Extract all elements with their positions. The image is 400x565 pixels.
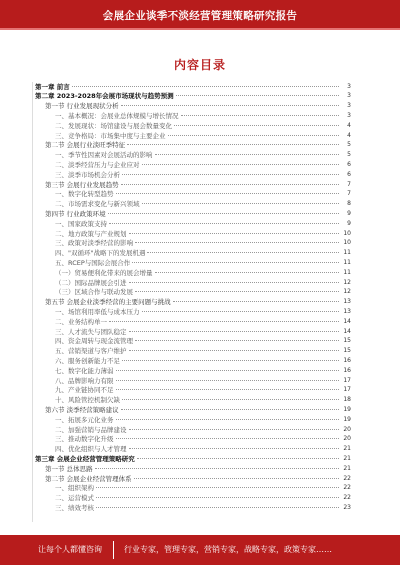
- toc-entry-page: 15: [343, 337, 351, 345]
- toc-entry[interactable]: [55, 376, 351, 384]
- toc-entry[interactable]: [45, 474, 351, 482]
- toc-leader-dots: [137, 458, 339, 459]
- toc-entry-label: 四、"双循环"战略下的发展机遇: [55, 249, 146, 258]
- toc-entry-label: 三、人才流失与团队稳定: [55, 327, 127, 336]
- toc-entry-label: 二、淡季经营压力与企业应对: [55, 160, 140, 169]
- toc-leader-dots: [108, 213, 339, 214]
- footer-slogan: 让每个人都懂咨询: [38, 545, 102, 554]
- toc-leader-dots: [135, 242, 339, 243]
- toc-entry-label: 一、季节性因素对会展活动的影响: [55, 151, 153, 160]
- toc-leader-dots: [122, 399, 339, 400]
- toc-entry[interactable]: [45, 464, 351, 472]
- toc-entry-page: 3: [347, 82, 351, 90]
- toc-entry[interactable]: [55, 484, 351, 492]
- toc-entry-label: 一、基本概况：会展业总体规模与增长情况: [55, 111, 179, 120]
- toc-entry-page: 21: [343, 445, 351, 453]
- toc-entry[interactable]: [55, 307, 351, 315]
- toc-entry[interactable]: [55, 503, 351, 511]
- toc-entry[interactable]: [55, 200, 351, 208]
- toc-leader-dots: [142, 311, 340, 312]
- toc-entry-label: （二）国际品牌展会引进: [55, 278, 127, 287]
- toc-entry[interactable]: [55, 366, 351, 374]
- toc-entry[interactable]: [55, 151, 351, 159]
- toc-entry-page: 22: [343, 484, 351, 492]
- toc-entry-label: 二、运营模式: [55, 494, 94, 503]
- toc-leader-dots: [135, 340, 339, 341]
- toc-entry[interactable]: [55, 170, 351, 178]
- toc-leader-dots: [168, 135, 340, 136]
- toc-entry[interactable]: [55, 347, 351, 355]
- toc-entry-label: 二、发展现状：场馆建设与展会数量变化: [55, 121, 172, 130]
- toc-leader-dots: [129, 282, 340, 283]
- toc-entry[interactable]: [45, 141, 351, 149]
- toc-leader-dots: [142, 164, 340, 165]
- toc-entry-label: 五、RCEP与国际会展合作: [55, 258, 131, 267]
- toc-entry-page: 21: [343, 454, 351, 462]
- toc-entry-label: 第二节 会展行业淡旺季特征: [45, 141, 126, 150]
- toc-entry-page: 12: [343, 278, 351, 286]
- toc-entry[interactable]: [55, 219, 351, 227]
- toc-entry-page: 7: [347, 180, 351, 188]
- toc-entry[interactable]: [45, 180, 351, 188]
- toc-entry-label: 第二章 2023-2028年会展市场现状与趋势预测: [35, 92, 174, 101]
- toc-entry-label: 一、国家政策支持: [55, 219, 107, 228]
- toc-entry-page: 15: [343, 347, 351, 355]
- toc-entry[interactable]: [35, 92, 351, 100]
- toc-entry-label: 第四节 行业政策环境: [45, 209, 106, 218]
- toc-leader-dots: [176, 95, 339, 96]
- toc-entry-label: 三、政策对淡季经营的影响: [55, 239, 133, 248]
- toc-entry-page: 19: [343, 415, 351, 423]
- toc-entry-page: 22: [343, 494, 351, 502]
- toc-entry-page: 23: [343, 503, 351, 511]
- toc-entry-label: 四、优化组织与人才管理: [55, 445, 127, 454]
- toc-entry-page: 22: [343, 474, 351, 482]
- toc-leader-dots: [122, 360, 339, 361]
- toc-leader-dots: [109, 321, 339, 322]
- toc-entry[interactable]: [55, 121, 351, 129]
- toc-entry-label: 一、场馆利用率低与成本压力: [55, 307, 140, 316]
- toc-entry-page: 3: [347, 102, 351, 110]
- toc-entry[interactable]: [55, 229, 351, 237]
- toc-leader-dots: [155, 272, 340, 273]
- toc-entry-page: 18: [343, 396, 351, 404]
- toc-leader-dots: [129, 448, 340, 449]
- toc-entry[interactable]: [45, 102, 351, 110]
- toc-entry-label: 三、推动数字化升级: [55, 435, 114, 444]
- toc-leader-dots: [96, 507, 339, 508]
- toc-entry-label: （一）贸易便利化带来的展会增量: [55, 268, 153, 277]
- toc-title: 内容目录: [173, 58, 226, 72]
- toc-entry-label: 十、风险管控机制欠缺: [55, 396, 120, 405]
- toc-entry-label: 第二节 会展企业经营管理体系: [45, 474, 132, 483]
- toc-entry[interactable]: [45, 298, 351, 306]
- toc-leader-dots: [116, 370, 340, 371]
- toc-entry-label: 九、产业链协同不足: [55, 386, 114, 395]
- toc-entry-label: 二、加强营销与品牌建设: [55, 425, 127, 434]
- toc-entry-page: 16: [343, 366, 351, 374]
- toc-entry[interactable]: [55, 425, 351, 433]
- toc-entry-page: 6: [347, 160, 351, 168]
- toc-leader-dots: [116, 419, 340, 420]
- toc-entry-label: 一、数字化转型趋势: [55, 190, 114, 199]
- toc-entry-page: 14: [343, 327, 351, 335]
- toc-entry[interactable]: [35, 82, 351, 90]
- toc-entry-page: 5: [347, 151, 351, 159]
- toc-entry[interactable]: [55, 494, 351, 502]
- toc-entry[interactable]: [55, 160, 351, 168]
- toc-entry[interactable]: [55, 288, 351, 296]
- toc-entry[interactable]: [55, 356, 351, 364]
- toc-entry-page: 9: [347, 209, 351, 217]
- toc-entry-page: 8: [347, 200, 351, 208]
- toc-entry-label: 三、绩效考核: [55, 503, 94, 512]
- toc-entry-label: 七、数字化能力薄弱: [55, 366, 114, 375]
- toc-entry-page: 13: [343, 298, 351, 306]
- toc-entry-page: 6: [347, 170, 351, 178]
- toc-entry-page: 20: [343, 435, 351, 443]
- toc-entry[interactable]: [55, 111, 351, 119]
- toc-entry[interactable]: [55, 396, 351, 404]
- header-rule: [0, 28, 400, 30]
- toc-entry[interactable]: [45, 405, 351, 413]
- toc-entry-page: 17: [343, 386, 351, 394]
- toc-entry[interactable]: [55, 327, 351, 335]
- toc-entry-page: 11: [343, 258, 351, 266]
- toc-entry[interactable]: [55, 435, 351, 443]
- toc-entry-label: 第六节 淡季经营策略建议: [45, 405, 119, 414]
- toc-entry-label: 二、市场需求变化与新兴领域: [55, 200, 140, 209]
- toc-leader-dots: [129, 429, 340, 430]
- toc-entry-label: 第一节 总体思路: [45, 464, 93, 473]
- toc-entry[interactable]: [55, 337, 351, 345]
- toc-entry-label: 第五节 会展企业淡季经营的主要问题与挑战: [45, 298, 171, 307]
- toc-leader-dots: [121, 409, 339, 410]
- footer-tagline: 行业专家，管理专家，营销专家，战略专家，政策专家……: [124, 545, 332, 554]
- toc-entry[interactable]: [55, 268, 351, 276]
- toc-entry[interactable]: [55, 386, 351, 394]
- toc-leader-dots: [173, 301, 339, 302]
- toc-entry-page: 4: [347, 121, 351, 129]
- page-header: [0, 0, 400, 30]
- toc-leader-dots: [134, 478, 339, 479]
- toc-entry-label: 第三章 会展企业经营管理策略研究: [35, 454, 135, 463]
- toc-leader-dots: [132, 262, 339, 263]
- toc-leader-dots: [174, 125, 339, 126]
- toc-entry-label: 三、竞争格局：市场集中度与主要企业: [55, 131, 166, 140]
- toc-entry-label: 第一章 前言: [35, 82, 70, 91]
- toc-leader-dots: [129, 350, 340, 351]
- toc-leader-dots: [147, 252, 339, 253]
- toc-entry[interactable]: [55, 415, 351, 423]
- toc-entry-page: 5: [347, 141, 351, 149]
- toc-leader-dots: [135, 291, 339, 292]
- toc-leader-dots: [181, 115, 340, 116]
- toc-entry-page: 11: [343, 249, 351, 257]
- toc-entry-page: 14: [343, 317, 351, 325]
- toc-leader-dots: [121, 105, 339, 106]
- toc-entry-label: 二、业务结构单一: [55, 317, 107, 326]
- toc-leader-dots: [121, 184, 339, 185]
- toc-leader-dots: [116, 193, 340, 194]
- toc-entry-label: 三、淡季市场机会分析: [55, 170, 120, 179]
- toc-leader-dots: [155, 154, 340, 155]
- toc-entry-page: 9: [347, 219, 351, 227]
- toc-entry[interactable]: [55, 278, 351, 286]
- toc-entry[interactable]: [55, 249, 351, 257]
- toc-entry-label: 一、拓展多元化业务: [55, 415, 114, 424]
- toc-entry-label: （三）区域合作与联动发展: [55, 288, 133, 297]
- toc-entry-label: 六、服务创新能力不足: [55, 356, 120, 365]
- toc-leader-dots: [122, 174, 339, 175]
- toc-entry-label: 五、营销渠道与客户维护: [55, 347, 127, 356]
- toc-entry-page: 11: [343, 268, 351, 276]
- toc-entry-label: 一、组织架构: [55, 484, 94, 493]
- toc-leader-dots: [72, 86, 339, 87]
- toc-leader-dots: [96, 487, 339, 488]
- toc-entry-page: 16: [343, 356, 351, 364]
- toc-leader-dots: [129, 233, 340, 234]
- toc-entry-page: 4: [347, 131, 351, 139]
- toc-entry-label: 四、资金周转与现金流管理: [55, 337, 133, 346]
- toc-entry-page: 13: [343, 307, 351, 315]
- toc-entry-label: 第一节 行业发展现状分析: [45, 102, 119, 111]
- toc-leader-dots: [116, 389, 340, 390]
- toc-leader-dots: [116, 380, 340, 381]
- table-of-contents: [32, 82, 351, 522]
- toc-entry-label: 二、地方政策与产业规划: [55, 229, 127, 238]
- toc-entry-label: 八、品牌影响力有限: [55, 376, 114, 385]
- toc-entry-page: 19: [343, 405, 351, 413]
- toc-leader-dots: [95, 468, 339, 469]
- toc-entry-page: 20: [343, 425, 351, 433]
- toc-entry-page: 3: [347, 92, 351, 100]
- toc-entry-page: 12: [343, 288, 351, 296]
- toc-entry-label: 第三节 会展行业发展趋势: [45, 180, 119, 189]
- toc-leader-dots: [116, 438, 340, 439]
- toc-entry-page: 10: [343, 239, 351, 247]
- toc-entry[interactable]: [55, 445, 351, 453]
- toc-entry-page: 10: [343, 229, 351, 237]
- toc-entry-page: 3: [347, 111, 351, 119]
- toc-entry[interactable]: [35, 454, 351, 462]
- toc-entry-page: 7: [347, 190, 351, 198]
- toc-leader-dots: [109, 223, 339, 224]
- toc-entry[interactable]: [55, 317, 351, 325]
- toc-entry[interactable]: [55, 131, 351, 139]
- toc-entry[interactable]: [55, 190, 351, 198]
- footer-divider: [113, 541, 114, 559]
- toc-entry-page: 21: [343, 464, 351, 472]
- toc-leader-dots: [129, 331, 340, 332]
- toc-leader-dots: [127, 144, 339, 145]
- toc-entry[interactable]: [45, 209, 351, 217]
- toc-entry-page: 17: [343, 376, 351, 384]
- toc-entry[interactable]: [55, 258, 351, 266]
- toc-leader-dots: [96, 497, 339, 498]
- page-footer: [0, 535, 400, 565]
- header-title: 会展企业谈季不淡经营管理策略研究报告: [102, 10, 298, 22]
- toc-leader-dots: [142, 203, 340, 204]
- toc-entry[interactable]: [55, 239, 351, 247]
